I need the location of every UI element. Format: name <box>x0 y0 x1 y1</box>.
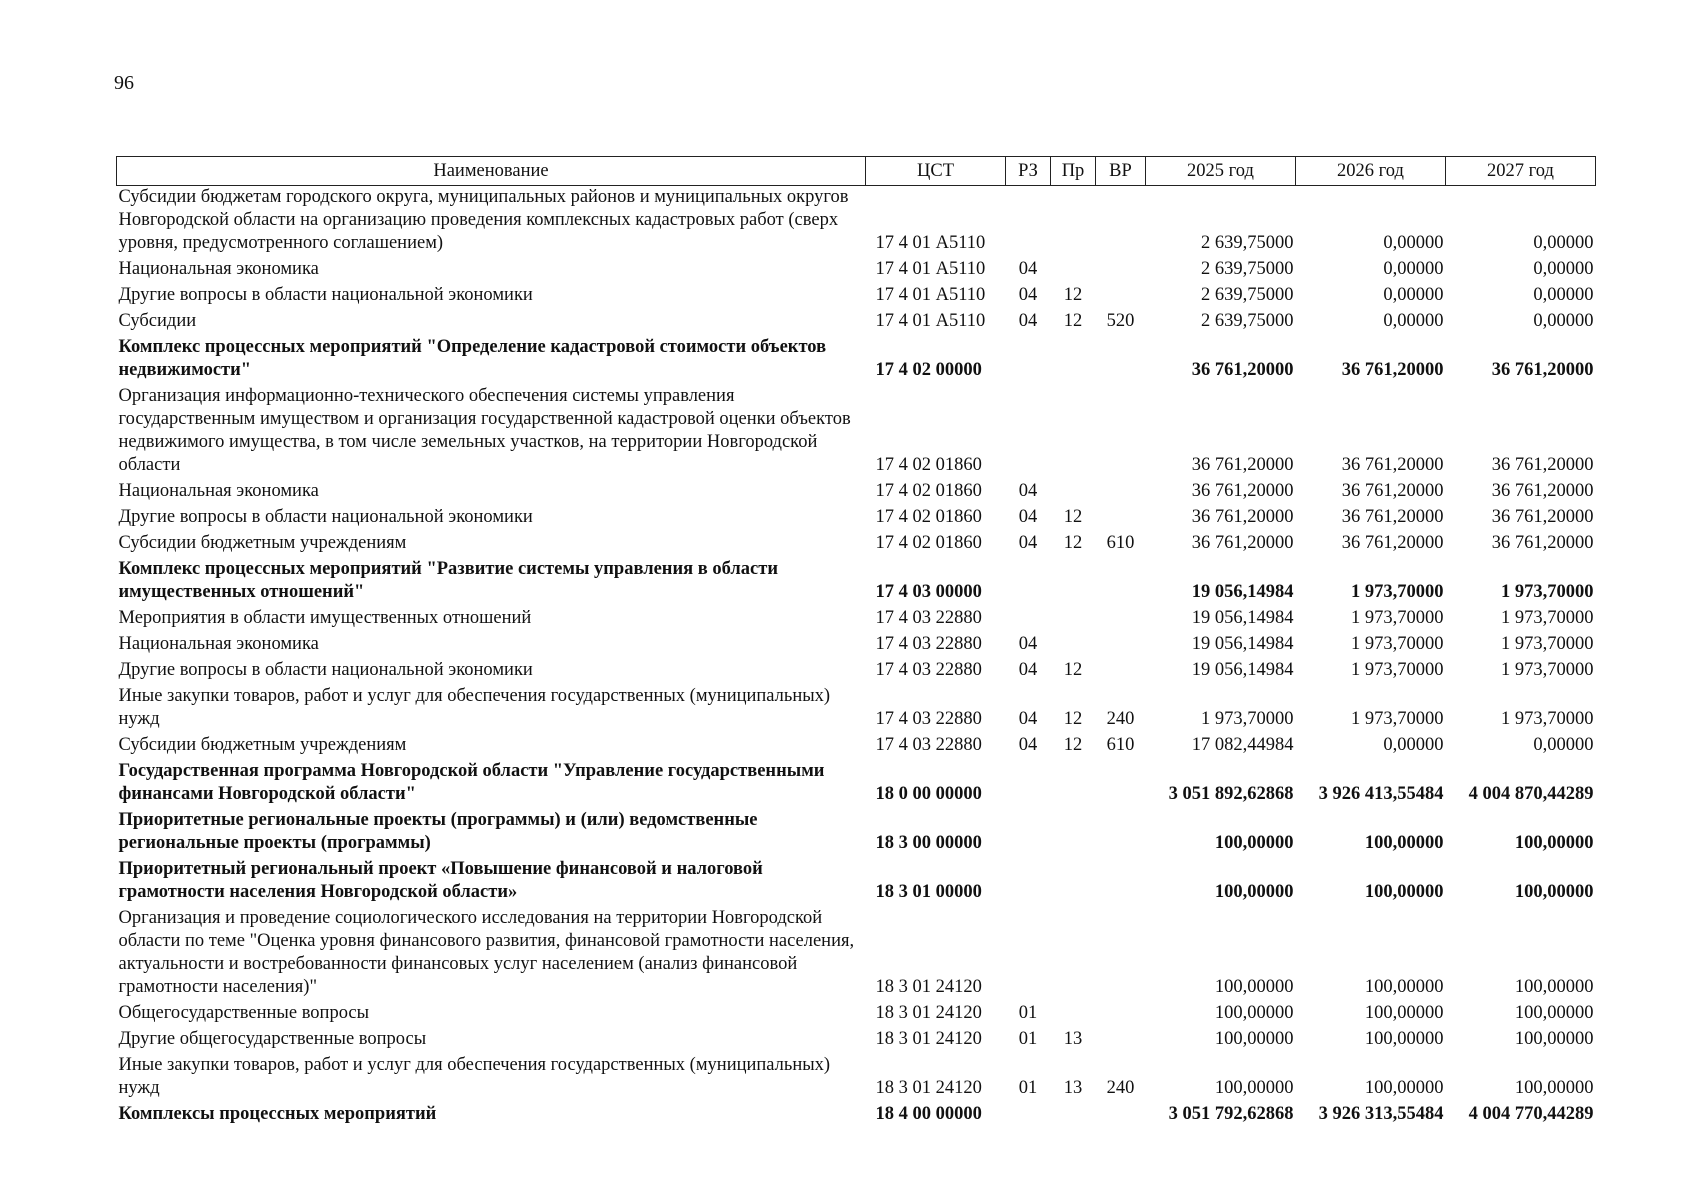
table-row <box>117 385 1596 480</box>
row-2027: 100,00000 <box>1514 1078 1594 1098</box>
row-vr <box>1096 633 1146 659</box>
row-pr <box>1051 385 1096 480</box>
row-vr: 610 <box>1106 735 1135 755</box>
row-rz <box>1006 1103 1051 1129</box>
row-2026: 100,00000 <box>1364 977 1444 997</box>
row-pr: 12 <box>1063 285 1083 305</box>
table-header <box>117 157 1596 186</box>
row-name: Национальная экономика <box>118 259 319 279</box>
row-cst: 18 3 01 24120 <box>875 1078 982 1098</box>
row-rz <box>1006 760 1051 809</box>
row-2025: 2 639,75000 <box>1201 311 1294 331</box>
row-name: Организация и проведение социологического исследования на территории Новгородской области по теме "Оценка уровня финансового развития, финансовой грамотности населения, актуальности и востребованности финансовых услуг населением (анализ финансовой грамотности населения)" <box>118 908 855 997</box>
table-body <box>117 186 1596 1130</box>
row-2027: 0,00000 <box>1533 285 1594 305</box>
table-row <box>117 907 1596 1002</box>
row-rz: 04 <box>1018 311 1038 331</box>
row-rz <box>1006 607 1051 633</box>
row-name: Другие вопросы в области национальной экономики <box>118 285 533 305</box>
row-2026: 100,00000 <box>1364 1003 1444 1023</box>
row-pr <box>1051 1103 1096 1129</box>
row-pr: 12 <box>1063 533 1083 553</box>
header-rz: РЗ <box>1006 157 1051 186</box>
table-row <box>117 607 1596 633</box>
row-vr <box>1096 659 1146 685</box>
row-name: Национальная экономика <box>118 634 319 654</box>
row-2027: 0,00000 <box>1533 735 1594 755</box>
row-2025: 2 639,75000 <box>1201 259 1294 279</box>
row-2025: 2 639,75000 <box>1201 285 1294 305</box>
table-row <box>117 760 1596 809</box>
row-2026: 1 973,70000 <box>1351 582 1444 602</box>
row-2027: 4 004 870,44289 <box>1468 784 1594 804</box>
row-2026: 3 926 413,55484 <box>1318 784 1444 804</box>
header-pr: Пр <box>1051 157 1096 186</box>
row-2025: 19 056,14984 <box>1191 608 1294 628</box>
row-cst: 18 3 01 00000 <box>875 882 982 902</box>
row-vr: 610 <box>1106 533 1135 553</box>
row-2027: 36 761,20000 <box>1491 360 1594 380</box>
table-row <box>117 258 1596 284</box>
row-2025: 19 056,14984 <box>1191 634 1294 654</box>
header-2025: 2025 год <box>1146 157 1296 186</box>
table-row <box>117 186 1596 259</box>
row-2025: 17 082,44984 <box>1191 735 1294 755</box>
row-2025: 2 639,75000 <box>1201 233 1294 253</box>
row-rz <box>1006 907 1051 1002</box>
row-name: Другие вопросы в области национальной экономики <box>118 660 533 680</box>
row-pr <box>1051 633 1096 659</box>
row-2026: 100,00000 <box>1364 1029 1444 1049</box>
table-row <box>117 685 1596 734</box>
row-name: Комплекс процессных мероприятий "Развитие системы управления в области имущественных отношений" <box>118 559 778 602</box>
row-2026: 0,00000 <box>1383 285 1444 305</box>
row-name: Организация информационно-технического обеспечения системы управления государственным имуществом и организация государственной кадастровой оценки объектов недвижимого имущества, в том числе земельных участков, на территории Новгородской области <box>118 386 851 475</box>
row-rz <box>1006 858 1051 907</box>
row-rz <box>1006 336 1051 385</box>
row-pr: 13 <box>1063 1078 1083 1098</box>
row-name: Общегосударственные вопросы <box>118 1003 370 1023</box>
header-cst: ЦСТ <box>866 157 1006 186</box>
row-vr <box>1096 385 1146 480</box>
row-2027: 0,00000 <box>1533 311 1594 331</box>
row-cst: 18 3 01 24120 <box>875 1003 982 1023</box>
row-cst: 17 4 02 01860 <box>875 507 982 527</box>
row-rz: 04 <box>1018 285 1038 305</box>
row-vr <box>1096 558 1146 607</box>
row-2027: 100,00000 <box>1514 1003 1594 1023</box>
row-2027: 1 973,70000 <box>1501 634 1594 654</box>
row-cst: 17 4 02 01860 <box>875 481 982 501</box>
row-vr <box>1096 907 1146 1002</box>
row-vr <box>1096 1103 1146 1129</box>
row-2027: 0,00000 <box>1533 233 1594 253</box>
row-2027: 4 004 770,44289 <box>1468 1104 1594 1124</box>
row-rz: 04 <box>1018 660 1038 680</box>
row-2026: 1 973,70000 <box>1351 608 1444 628</box>
row-2027: 1 973,70000 <box>1501 709 1594 729</box>
table-row <box>117 633 1596 659</box>
table-row <box>117 858 1596 907</box>
row-rz: 01 <box>1018 1003 1038 1023</box>
table-row <box>117 1054 1596 1103</box>
row-pr <box>1051 186 1096 259</box>
row-pr <box>1051 336 1096 385</box>
row-2026: 36 761,20000 <box>1341 360 1444 380</box>
header-2027: 2027 год <box>1446 157 1596 186</box>
row-2026: 100,00000 <box>1364 882 1444 902</box>
row-2027: 100,00000 <box>1514 977 1594 997</box>
table-row <box>117 310 1596 336</box>
row-name: Комплекс процессных мероприятий "Определение кадастровой стоимости объектов недвижимости" <box>118 337 827 380</box>
row-pr: 12 <box>1063 311 1083 331</box>
row-2027: 36 761,20000 <box>1491 507 1594 527</box>
row-2026: 1 973,70000 <box>1351 660 1444 680</box>
row-vr <box>1096 607 1146 633</box>
row-rz: 01 <box>1018 1078 1038 1098</box>
table-row <box>117 506 1596 532</box>
row-cst: 17 4 03 22880 <box>875 660 982 680</box>
row-2025: 100,00000 <box>1214 833 1294 853</box>
row-2025: 3 051 792,62868 <box>1168 1104 1294 1124</box>
row-vr <box>1096 760 1146 809</box>
row-2025: 3 051 892,62868 <box>1168 784 1294 804</box>
row-vr: 240 <box>1106 709 1135 729</box>
row-name: Национальная экономика <box>118 481 319 501</box>
row-2027: 1 973,70000 <box>1501 660 1594 680</box>
row-cst: 18 0 00 00000 <box>875 784 982 804</box>
row-cst: 18 3 01 24120 <box>875 977 982 997</box>
table-row <box>117 1002 1596 1028</box>
row-vr <box>1096 284 1146 310</box>
row-pr: 12 <box>1063 660 1083 680</box>
row-2026: 0,00000 <box>1383 311 1444 331</box>
table-row <box>117 734 1596 760</box>
row-2025: 36 761,20000 <box>1191 455 1294 475</box>
row-pr <box>1051 760 1096 809</box>
row-vr <box>1096 809 1146 858</box>
row-2025: 1 973,70000 <box>1201 709 1294 729</box>
row-2026: 36 761,20000 <box>1341 455 1444 475</box>
row-pr: 12 <box>1063 709 1083 729</box>
row-2026: 3 926 313,55484 <box>1318 1104 1444 1124</box>
row-2025: 100,00000 <box>1214 1078 1294 1098</box>
row-rz <box>1006 186 1051 259</box>
row-pr <box>1051 258 1096 284</box>
row-2026: 0,00000 <box>1383 735 1444 755</box>
row-2026: 100,00000 <box>1364 833 1444 853</box>
table-row <box>117 336 1596 385</box>
row-vr <box>1096 258 1146 284</box>
row-name: Государственная программа Новгородской области "Управление государственными финансами Новгородской области" <box>118 761 825 804</box>
row-name: Мероприятия в области имущественных отношений <box>118 608 532 628</box>
row-rz: 04 <box>1018 634 1038 654</box>
row-vr <box>1096 858 1146 907</box>
row-cst: 17 4 03 22880 <box>875 735 982 755</box>
row-2027: 1 973,70000 <box>1501 608 1594 628</box>
row-vr: 520 <box>1106 311 1135 331</box>
row-2025: 100,00000 <box>1214 977 1294 997</box>
row-rz: 04 <box>1018 259 1038 279</box>
table-row <box>117 480 1596 506</box>
table-row <box>117 558 1596 607</box>
row-2026: 0,00000 <box>1383 259 1444 279</box>
row-vr <box>1096 506 1146 532</box>
row-cst: 17 4 03 22880 <box>875 634 982 654</box>
row-name: Комплексы процессных мероприятий <box>118 1104 437 1124</box>
row-pr <box>1051 858 1096 907</box>
table-row <box>117 809 1596 858</box>
row-2026: 100,00000 <box>1364 1078 1444 1098</box>
row-rz: 01 <box>1018 1029 1038 1049</box>
row-cst: 17 4 02 01860 <box>875 455 982 475</box>
row-pr <box>1051 809 1096 858</box>
row-2026: 36 761,20000 <box>1341 481 1444 501</box>
row-2026: 36 761,20000 <box>1341 533 1444 553</box>
row-2025: 36 761,20000 <box>1191 360 1294 380</box>
table-row <box>117 532 1596 558</box>
row-2025: 19 056,14984 <box>1191 660 1294 680</box>
row-pr <box>1051 607 1096 633</box>
table-row <box>117 1103 1596 1129</box>
row-cst: 17 4 01 А5110 <box>875 311 986 331</box>
row-cst: 18 3 00 00000 <box>875 833 982 853</box>
row-cst: 17 4 02 00000 <box>875 360 982 380</box>
row-vr <box>1096 186 1146 259</box>
page-number: 96 <box>114 72 134 94</box>
row-cst: 18 3 01 24120 <box>875 1029 982 1049</box>
row-2025: 100,00000 <box>1214 882 1294 902</box>
row-rz <box>1006 809 1051 858</box>
row-rz: 04 <box>1018 735 1038 755</box>
row-2027: 100,00000 <box>1514 833 1594 853</box>
row-name: Приоритетные региональные проекты (программы) и (или) ведомственные региональные проекты (программы) <box>118 810 758 853</box>
row-cst: 17 4 01 А5110 <box>875 233 986 253</box>
row-2026: 1 973,70000 <box>1351 709 1444 729</box>
row-name: Другие вопросы в области национальной экономики <box>118 507 533 527</box>
row-pr <box>1051 907 1096 1002</box>
row-2025: 19 056,14984 <box>1191 582 1294 602</box>
row-pr <box>1051 480 1096 506</box>
row-2027: 36 761,20000 <box>1491 533 1594 553</box>
table-row <box>117 1028 1596 1054</box>
row-cst: 17 4 03 22880 <box>875 608 982 628</box>
row-cst: 17 4 01 А5110 <box>875 259 986 279</box>
row-vr <box>1096 1002 1146 1028</box>
table-row <box>117 284 1596 310</box>
budget-table <box>116 156 1596 1129</box>
row-name: Иные закупки товаров, работ и услуг для обеспечения государственных (муниципальных) нужд <box>118 1055 831 1098</box>
row-2027: 100,00000 <box>1514 1029 1594 1049</box>
row-pr <box>1051 558 1096 607</box>
row-2027: 36 761,20000 <box>1491 481 1594 501</box>
row-rz: 04 <box>1018 533 1038 553</box>
row-cst: 17 4 03 00000 <box>875 582 982 602</box>
row-rz: 04 <box>1018 507 1038 527</box>
row-2027: 100,00000 <box>1514 882 1594 902</box>
row-name: Субсидии бюджетным учреждениям <box>118 735 407 755</box>
row-cst: 17 4 03 22880 <box>875 709 982 729</box>
row-2027: 0,00000 <box>1533 259 1594 279</box>
row-2025: 36 761,20000 <box>1191 481 1294 501</box>
row-name: Иные закупки товаров, работ и услуг для обеспечения государственных (муниципальных) нужд <box>118 686 831 729</box>
row-2025: 100,00000 <box>1214 1003 1294 1023</box>
header-2026: 2026 год <box>1296 157 1446 186</box>
row-2025: 36 761,20000 <box>1191 507 1294 527</box>
row-name: Субсидии бюджетам городского округа, муниципальных районов и муниципальных округов Новгородской области на организацию проведения комплексных кадастровых работ (сверх уровня, предусмотренного соглашением) <box>118 187 849 253</box>
row-name: Другие общегосударственные вопросы <box>118 1029 427 1049</box>
row-rz: 04 <box>1018 709 1038 729</box>
row-name: Приоритетный региональный проект «Повышение финансовой и налоговой грамотности населения Новгородской области» <box>118 859 763 902</box>
header-vr: ВР <box>1096 157 1146 186</box>
row-name: Субсидии бюджетным учреждениям <box>118 533 407 553</box>
row-name: Субсидии <box>118 311 197 331</box>
row-2026: 1 973,70000 <box>1351 634 1444 654</box>
row-rz <box>1006 558 1051 607</box>
row-vr <box>1096 480 1146 506</box>
row-cst: 17 4 02 01860 <box>875 533 982 553</box>
row-2027: 1 973,70000 <box>1501 582 1594 602</box>
row-vr: 240 <box>1106 1078 1135 1098</box>
row-2025: 100,00000 <box>1214 1029 1294 1049</box>
row-pr: 12 <box>1063 507 1083 527</box>
row-pr: 13 <box>1063 1029 1083 1049</box>
header-name: Наименование <box>117 157 866 186</box>
row-rz: 04 <box>1018 481 1038 501</box>
row-2027: 36 761,20000 <box>1491 455 1594 475</box>
row-cst: 18 4 00 00000 <box>875 1104 982 1124</box>
row-vr <box>1096 336 1146 385</box>
row-2026: 0,00000 <box>1383 233 1444 253</box>
row-pr <box>1051 1002 1096 1028</box>
row-vr <box>1096 1028 1146 1054</box>
row-2025: 36 761,20000 <box>1191 533 1294 553</box>
row-pr: 12 <box>1063 735 1083 755</box>
table-row <box>117 659 1596 685</box>
row-2026: 36 761,20000 <box>1341 507 1444 527</box>
row-cst: 17 4 01 А5110 <box>875 285 986 305</box>
row-rz <box>1006 385 1051 480</box>
